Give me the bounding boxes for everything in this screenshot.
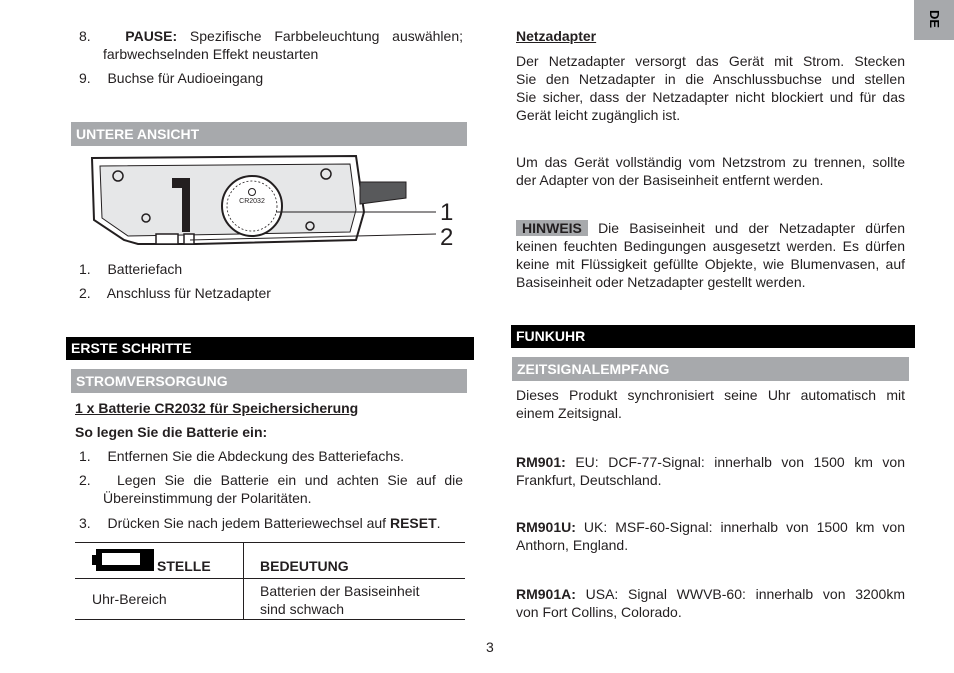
section-header-bottom-view: UNTERE ANSICHT xyxy=(71,122,467,146)
hinweis-badge: HINWEIS xyxy=(516,220,588,236)
hinweis-note: HINWEIS Die Basiseinheit und der Netzadapter dürfen keinen feuchten Bedingungen ausgesetzt werden. Es dürfen keine mit Flüssigkeit gefüllte Objekte, wie Blumenvasen, auf Basiseinheit oder Netzadapter gestellt werden. xyxy=(516,220,905,290)
rm901a-info: RM901A: USA: Signal WWVB-60: innerhalb von 3200km von Fort Collins, Colorado. xyxy=(516,586,905,620)
language-tab-label: DE xyxy=(927,9,942,29)
install-heading: So legen Sie die Batterie ein: xyxy=(75,424,268,440)
table-header-divider xyxy=(75,578,465,579)
list-item: 2. Anschluss für Netzadapter xyxy=(79,285,271,301)
adapter-heading: Netzadapter xyxy=(516,28,597,44)
section-header-power-supply: STROMVERSORGUNG xyxy=(71,369,467,393)
rm901-info: RM901: EU: DCF-77-Signal: innerhalb von 1500 km von Frankfurt, Deutschland. xyxy=(516,454,905,488)
table-cell-location: Uhr-Bereich xyxy=(92,591,167,607)
table-column-divider xyxy=(243,542,244,619)
list-item: 8. PAUSE: Spezifische Farbbeleuchtung auswählen; xyxy=(79,28,464,44)
table-cell-meaning-line2: sind schwach xyxy=(260,601,345,617)
bottom-view-diagram xyxy=(88,152,463,252)
install-step: 1. Entfernen Sie die Abdeckung des Batteriefachs. xyxy=(79,448,404,464)
signal-intro: Dieses Produkt synchronisiert seine Uhr automatisch mit einem Zeitsignal. xyxy=(516,387,905,421)
battery-cover-label: CR2032 xyxy=(239,198,265,205)
install-step-continuation: Übereinstimmung der Polaritäten. xyxy=(103,490,312,506)
table-header-location: STELLE xyxy=(157,558,211,574)
list-item-continuation: farbwechselnden Effekt neustarten xyxy=(103,46,319,62)
battery-heading: 1 x Batterie CR2032 für Speichersicherung xyxy=(75,400,359,416)
callout-2: 2 xyxy=(440,224,454,251)
callout-1: 1 xyxy=(440,199,454,226)
table-bottom-border xyxy=(75,619,465,620)
adapter-paragraph-1: Der Netzadapter versorgt das Gerät mit Strom. Stecken Sie den Netzadapter in die Anschlussbuchse und stellen Sie sicher, dass der Netzadapter nicht blockiert und für das Gerät leicht zugänglich ist. xyxy=(516,53,905,123)
list-item: 9. Buchse für Audioeingang xyxy=(79,70,264,86)
install-step: 3. Drücken Sie nach jedem Batteriewechsel auf RESET. xyxy=(79,515,441,531)
adapter-paragraph-2: Um das Gerät vollständig vom Netzstrom zu trennen, sollte der Adapter von der Basiseinheit entfernt werden. xyxy=(516,154,905,188)
table-top-border xyxy=(75,542,465,543)
page-number: 3 xyxy=(486,639,494,655)
battery-low-icon xyxy=(92,549,154,571)
list-item: 1. Batteriefach xyxy=(79,261,183,277)
section-header-radio-clock: FUNKUHR xyxy=(511,325,915,348)
table-cell-meaning-line1: Batterien der Basiseinheit xyxy=(260,583,420,599)
table-header-meaning: BEDEUTUNG xyxy=(260,558,349,574)
section-header-getting-started: ERSTE SCHRITTE xyxy=(66,337,474,360)
rm901u-info: RM901U: UK: MSF-60-Signal: innerhalb von 1500 km von Anthorn, England. xyxy=(516,519,905,553)
install-step: 2. Legen Sie die Batterie ein und achten Sie auf die xyxy=(79,472,464,488)
section-header-time-signal: ZEITSIGNALEMPFANG xyxy=(512,357,909,381)
